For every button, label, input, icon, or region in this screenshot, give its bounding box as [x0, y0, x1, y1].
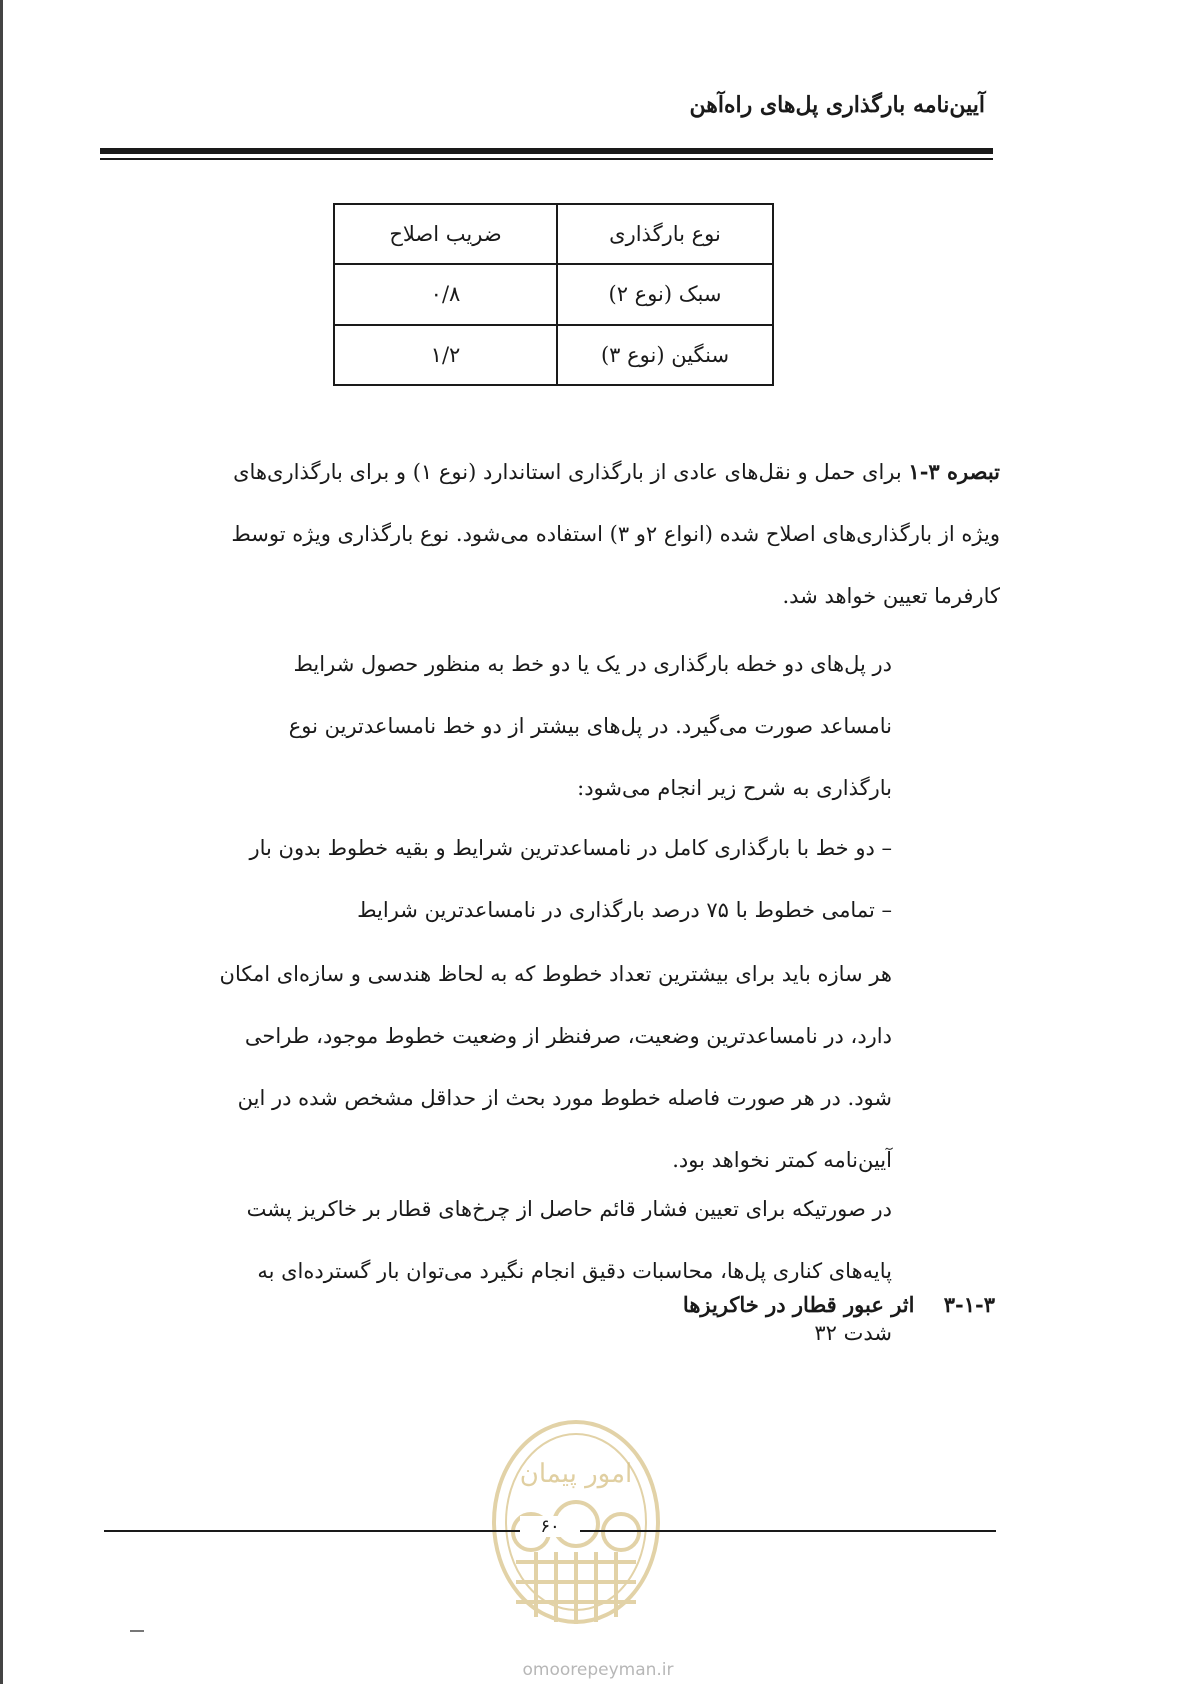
page-number: ۶۰	[520, 1516, 580, 1537]
note-paragraph	[220, 441, 1000, 627]
correction-factor-table	[333, 203, 774, 386]
bullet-list	[216, 817, 892, 941]
body-paragraph-2: هر سازه باید برای بیشترین تعداد خطوط که به لحاظ هندسی و سازه‌ای امکان دارد، در نامساعدترین وضعیت، صرفنظر از وضعیت خطوط موجود، طراحی شود. در هر صورت فاصله خطوط مورد بحث از حداقل مشخص شده در این آیین‌نامه کمتر نخواهد بود.	[219, 962, 892, 1172]
table-cell-factor: ۰/۸	[334, 264, 557, 324]
running-head-title: آیین‌نامه بارگذاری پل‌های راه‌آهن	[689, 92, 985, 118]
table-header-cell: نوع بارگذاری	[557, 204, 773, 264]
table-header-cell: ضریب اصلاح	[334, 204, 557, 264]
table-cell-type: سبک (نوع ۲)	[557, 264, 773, 324]
table-row	[334, 325, 773, 385]
stamp-text: امور پیمان	[519, 1459, 633, 1489]
header-rule-thin	[100, 158, 993, 160]
table-cell-factor: ۱/۲	[334, 325, 557, 385]
scan-left-edge	[0, 0, 3, 1684]
note-text: برای حمل و نقل‌های عادی از بارگذاری استاندارد (نوع ۱) و برای بارگذاری‌های ویژه از بارگذاری‌های اصلاح شده (انواع ۲و ۳) استفاده می‌شود. نوع بارگذاری ویژه توسط کارفرما تعیین خواهد شد.	[231, 460, 1000, 608]
bullet-item: – دو خط با بارگذاری کامل در نامساعدترین شرایط و بقیه خطوط بدون بار	[249, 836, 892, 860]
body-paragraph-1: در پل‌های دو خطه بارگذاری در یک یا دو خط به منظور حصول شرایط نامساعد صورت می‌گیرد. در پل‌های بیشتر از دو خط نامساعدترین نوع بارگذاری به شرح زیر انجام می‌شود:	[288, 652, 892, 800]
watermark-url: omoorepeyman.ir	[522, 1660, 674, 1680]
table-row	[334, 264, 773, 324]
scan-speck	[130, 1630, 144, 1632]
section-title: اثر عبور قطار در خاکریزها	[682, 1292, 915, 1317]
section-paragraph: در صورتیکه برای تعیین فشار قائم حاصل از چرخ‌های قطار بر خاکریز پشت پایه‌های کناری پل‌ها، محاسبات دقیق انجام نگیرد می‌توان بار گسترده‌ای به شدت ۳۲	[246, 1197, 892, 1345]
note-lead: تبصره ۳-۱	[908, 459, 1000, 484]
bullet-item: – تمامی خطوط با ۷۵ درصد بارگذاری در نامساعدترین شرایط	[357, 898, 892, 922]
table-cell-type: سنگین (نوع ۳)	[557, 325, 773, 385]
table-header-row	[334, 204, 773, 264]
header-rule-thick	[100, 148, 993, 154]
section-number: ۳-۱-۳	[943, 1292, 995, 1317]
